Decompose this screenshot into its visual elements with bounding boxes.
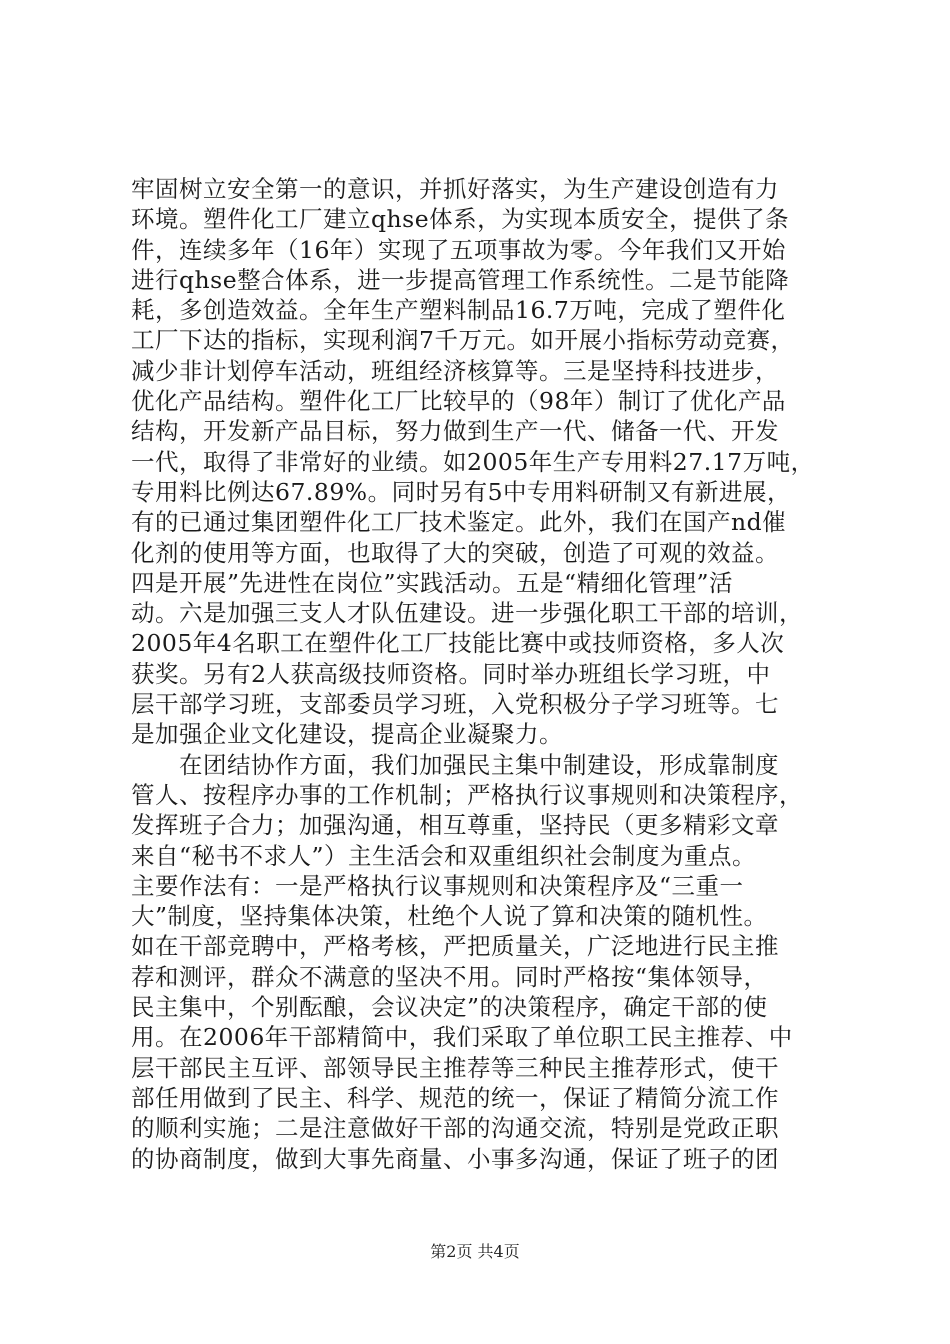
text-line: 环境。塑件化工厂建立qhse体系，为实现本质安全，提供了条 [131, 205, 790, 234]
text-line: 专用料比例达67.89%。同时另有5中专用料研制又有新进展， [131, 477, 792, 506]
text-line: 的顺利实施；二是注意做好干部的沟通交流，特别是党政正职 [131, 1114, 779, 1143]
text-line: 荐和测评，群众不满意的坚决不用。同时严格按“集体领导， [131, 962, 768, 991]
page-number-footer: 第2页 共4页 [430, 1242, 520, 1261]
text-line: 管人、按程序办事的工作机制；严格执行议事规则和决策程序， [131, 780, 803, 809]
text-line: 大”制度，坚持集体决策，杜绝个人说了算和决策的随机性。 [131, 902, 768, 931]
paragraph-start-line: 在团结协作方面，我们加强民主集中制建设，形成靠制度 [179, 750, 779, 779]
text-line: 的协商制度，做到大事先商量、小事多沟通，保证了班子的团 [131, 1144, 779, 1173]
text-line: 优化产品结构。塑件化工厂比较早的（98年）制订了优化产品 [131, 387, 786, 416]
text-line: 主要作法有：一是严格执行议事规则和决策程序及“三重一 [131, 871, 744, 900]
text-line: 获奖。另有2人获高级技师资格。同时举办班组长学习班，中 [131, 659, 771, 688]
text-line: 用。在2006年干部精简中，我们采取了单位职工民主推荐、中 [131, 1023, 793, 1052]
text-line: 来自“秘书不求人”）主生活会和双重组织社会制度为重点。 [131, 841, 757, 870]
text-line: 一代，取得了非常好的业绩。如2005年生产专用料27.17万吨， [131, 447, 815, 476]
text-line: 减少非计划停车活动，班组经济核算等。三是坚持科技进步， [131, 356, 779, 385]
text-line: 四是开展”先进性在岗位”实践活动。五是“精细化管理”活 [131, 568, 734, 597]
text-line: 是加强企业文化建设，提高企业凝聚力。 [131, 720, 563, 749]
text-line: 部任用做到了民主、科学、规范的统一，保证了精简分流工作 [131, 1083, 779, 1112]
text-line: 化剂的使用等方面，也取得了大的突破，创造了可观的效益。 [131, 538, 779, 567]
text-line: 进行qhse整合体系，进一步提高管理工作系统性。二是节能降 [131, 265, 790, 294]
text-line: 动。六是加强三支人才队伍建设。进一步强化职工干部的培训， [131, 599, 803, 628]
text-line: 工厂下达的指标，实现利润7千万元。如开展小指标劳动竞赛， [131, 326, 795, 355]
text-line: 发挥班子合力；加强沟通，相互尊重，坚持民（更多精彩文章 [131, 811, 779, 840]
text-line: 有的已通过集团塑件化工厂技术鉴定。此外，我们在国产nd催 [131, 508, 787, 537]
text-line: 层干部学习班，支部委员学习班，入党积极分子学习班等。七 [131, 690, 779, 719]
document-body [131, 174, 831, 1174]
text-line: 牢固树立安全第一的意识，并抓好落实，为生产建设创造有力 [131, 175, 779, 203]
text-line: 2005年4名职工在塑件化工厂技能比赛中或技师资格，多人次 [131, 629, 785, 658]
text-line: 民主集中，个别酝酿，会议决定”的决策程序，确定干部的使 [131, 993, 768, 1022]
text-line: 如在干部竞聘中，严格考核，严把质量关，广泛地进行民主推 [131, 932, 779, 961]
text-line: 件，连续多年（16年）实现了五项事故为零。今年我们又开始 [131, 235, 786, 264]
text-line: 耗，多创造效益。全年生产塑料制品16.7万吨，完成了塑件化 [131, 296, 786, 325]
text-line: 层干部民主互评、部领导民主推荐等三种民主推荐形式，使干 [131, 1053, 779, 1082]
text-line: 结构，开发新产品目标，努力做到生产一代、储备一代、开发 [131, 417, 779, 446]
